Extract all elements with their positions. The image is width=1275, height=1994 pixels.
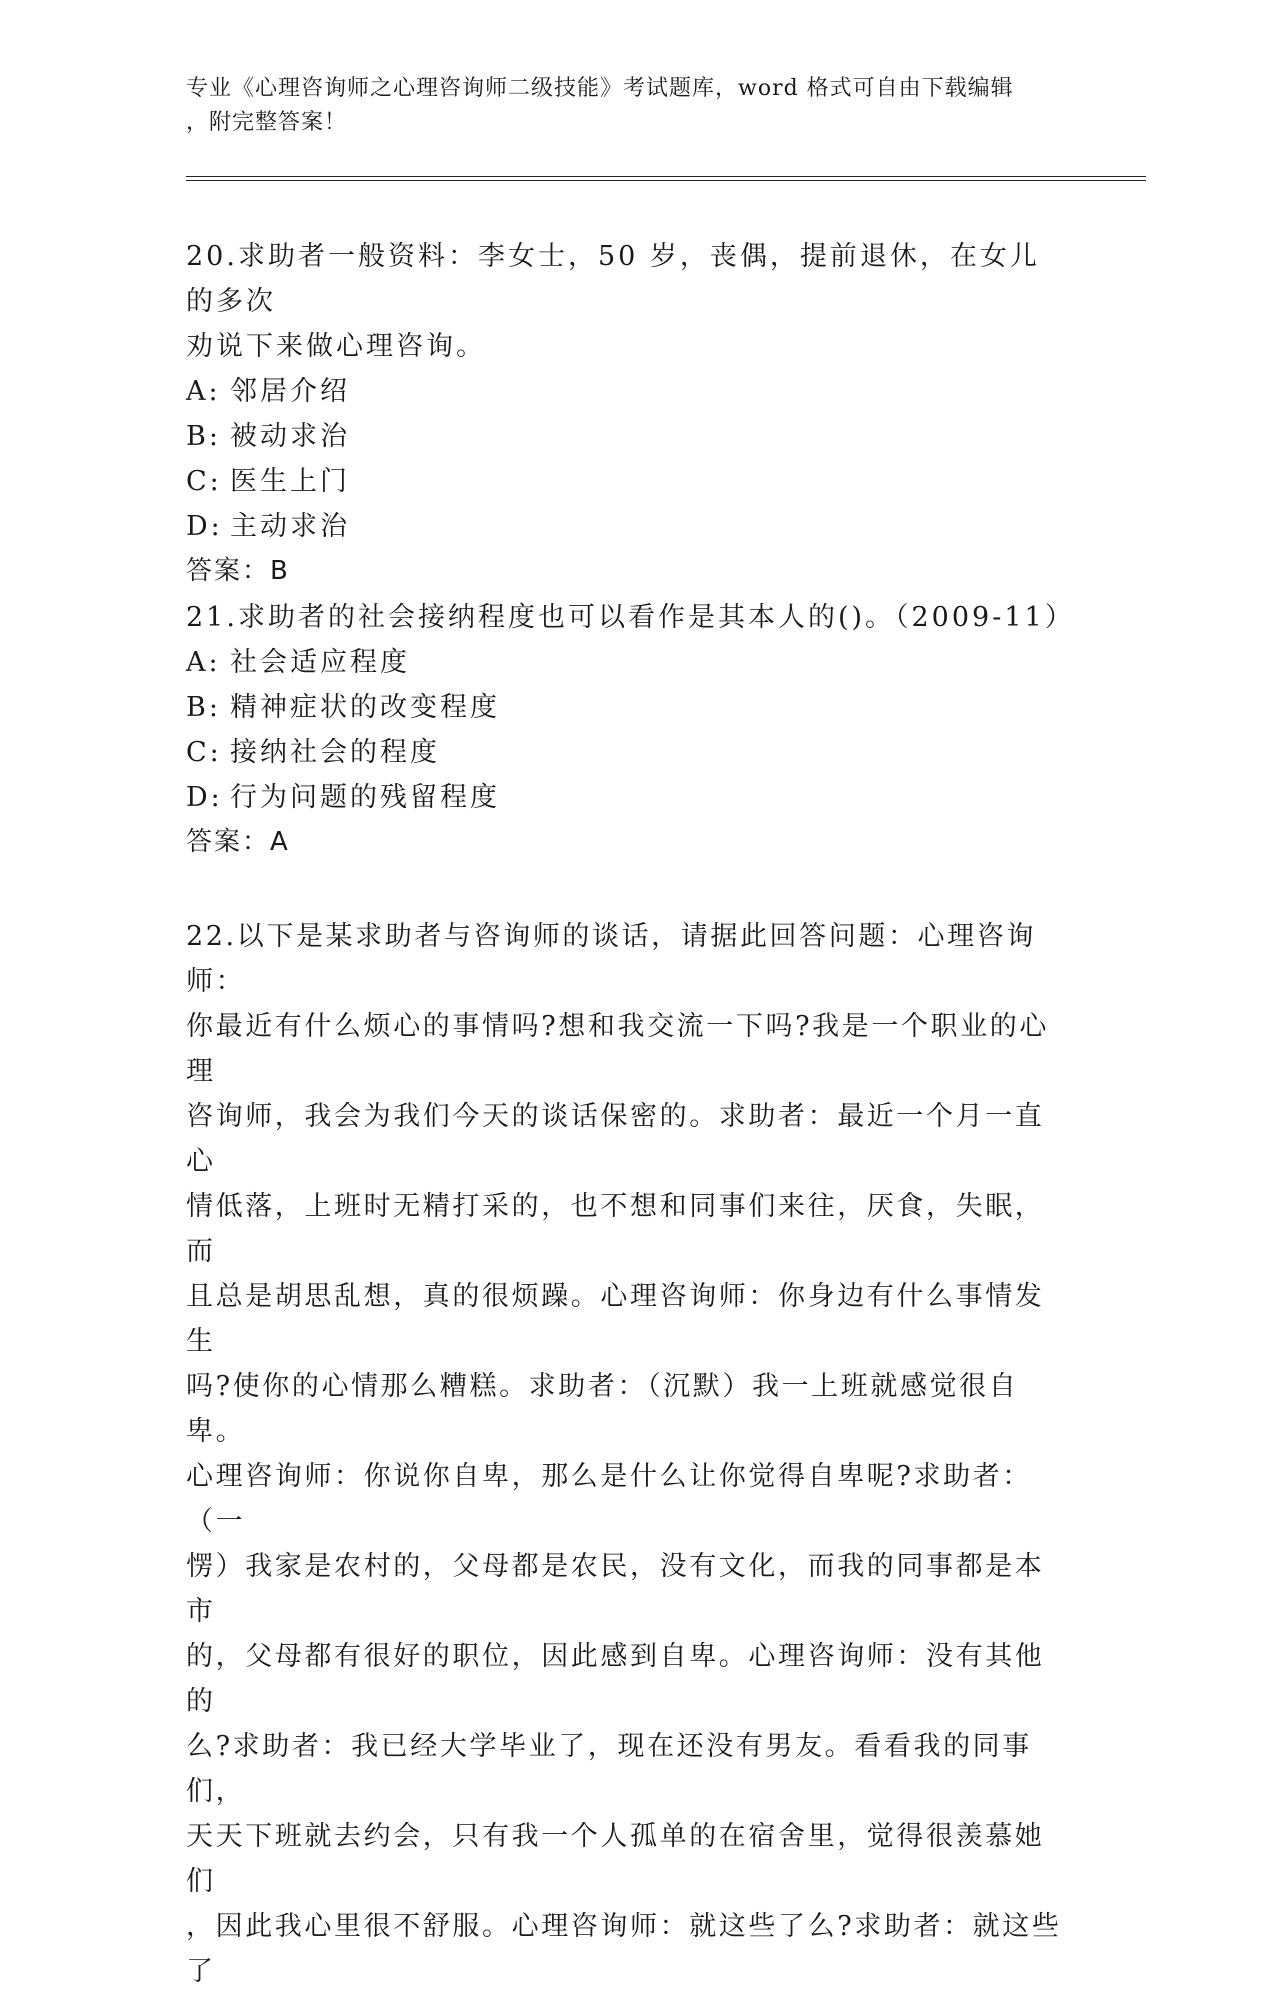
question-text-line: 天天下班就去约会，只有我一个人孤单的在宿舍里，觉得很羡慕她们	[186, 1821, 1045, 1897]
question-text-line: 你最近有什么烦心的事情吗?想和我交流一下吗?我是一个职业的心理	[186, 1011, 1049, 1087]
option-key: D:	[186, 782, 223, 813]
question-text-line: 20.求助者一般资料：李女士，50 岁，丧偶，提前退休，在女儿的多次	[186, 241, 1040, 317]
question-22	[186, 914, 1066, 1994]
question-20	[186, 234, 1066, 594]
option-b	[186, 414, 1066, 459]
question-text	[186, 914, 1066, 1994]
document-header	[186, 72, 1086, 140]
option-text: 行为问题的残留程度	[230, 782, 500, 813]
option-text: 医生上门	[230, 466, 350, 497]
question-text	[186, 595, 1075, 640]
answer-line: 答案：A	[186, 827, 290, 857]
option-b	[186, 685, 1066, 730]
header-line-1: 专业《心理咨询师之心理咨询师二级技能》考试题库，word 格式可自由下载编辑	[186, 76, 1014, 101]
option-text: 邻居介绍	[230, 376, 350, 407]
option-text: 主动求治	[230, 511, 350, 542]
option-key: A:	[186, 647, 221, 678]
question-text-line: 且总是胡思乱想，真的很烦躁。心理咨询师：你身边有什么事情发生	[186, 1281, 1045, 1357]
option-key: D:	[186, 511, 223, 542]
option-key: A:	[186, 376, 221, 407]
question-text-line: 21.求助者的社会接纳程度也可以看作是其本人的()。（2009-11）	[186, 602, 1075, 633]
question-text-line: 情低落，上班时无精打采的，也不想和同事们来往，厌食，失眠，而	[186, 1191, 1045, 1267]
option-text: 被动求治	[230, 421, 350, 452]
option-text: 精神症状的改变程度	[230, 692, 500, 723]
option-text: 社会适应程度	[230, 647, 410, 678]
question-text-line: 愣）我家是农村的，父母都是农民，没有文化，而我的同事都是本市	[186, 1551, 1045, 1627]
option-key: B:	[186, 421, 221, 452]
option-c	[186, 459, 1066, 504]
question-text-line: 劝说下来做心理咨询。	[186, 331, 486, 362]
question-text-line: 的，父母都有很好的职位，因此感到自卑。心理咨询师：没有其他的	[186, 1641, 1045, 1717]
question-21	[186, 595, 1075, 865]
question-text-line: 么?求助者：我已经大学毕业了，现在还没有男友。看看我的同事们，	[186, 1731, 1032, 1807]
option-key: C:	[186, 737, 222, 768]
question-text-line: 咨询师，我会为我们今天的谈话保密的。求助者：最近一个月一直心	[186, 1101, 1045, 1177]
header-line-2: ，附完整答案！	[186, 110, 348, 135]
header-divider	[186, 176, 1146, 181]
question-text-line: 心理咨询师：你说你自卑，那么是什么让你觉得自卑呢?求助者：（一	[186, 1461, 1032, 1537]
option-a	[186, 640, 1066, 685]
option-c	[186, 730, 1066, 775]
question-text-line: ，因此我心里很不舒服。心理咨询师：就这些了么?求助者：就这些了	[186, 1911, 1062, 1987]
question-text	[186, 234, 1066, 369]
question-text-line: 吗?使你的心情那么糟糕。求助者：（沉默）我一上班就感觉很自卑。	[186, 1371, 1019, 1447]
option-text: 接纳社会的程度	[230, 737, 440, 768]
option-d	[186, 775, 1066, 820]
option-a	[186, 369, 1066, 414]
option-key: C:	[186, 466, 222, 497]
option-d	[186, 504, 1066, 549]
option-key: B:	[186, 692, 221, 723]
question-text-line: 22.以下是某求助者与咨询师的谈话，请据此回答问题：心理咨询师：	[186, 921, 1036, 997]
answer-line: 答案：B	[186, 556, 290, 586]
